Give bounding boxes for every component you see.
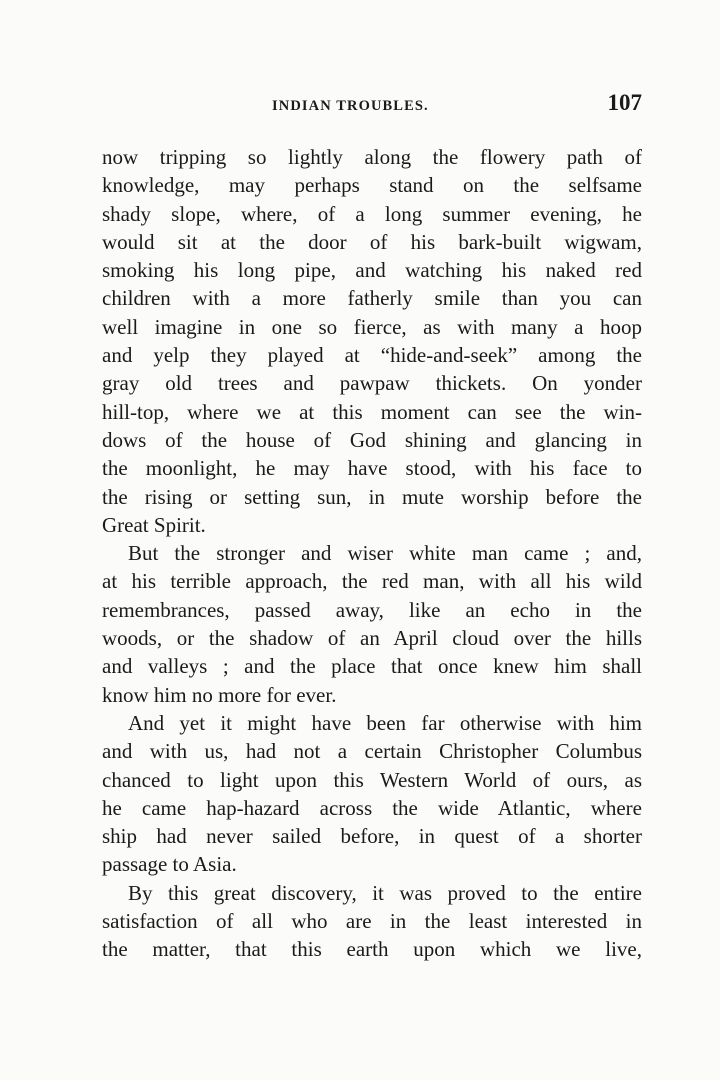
text-line: would sit at the door of his bark-built wigwam, — [102, 229, 642, 254]
text-line: children with a more fatherly smile than you can — [102, 286, 642, 311]
text-line: at his terrible approach, the red man, with all his wild — [102, 569, 642, 594]
text-line: know him no more for ever. — [102, 682, 337, 707]
text-line: remembrances, passed away, like an echo in the — [102, 597, 642, 622]
paragraph-start: And yet it might have been far otherwise with him — [128, 710, 642, 735]
text-line: shady slope, where, of a long summer evening, he — [102, 201, 642, 226]
text-line: he came hap-hazard across the wide Atlantic, where — [102, 795, 642, 820]
page-number: 107 — [607, 90, 642, 115]
body-text — [102, 143, 642, 964]
text-line: and with us, had not a certain Christopher Columbus — [102, 739, 642, 764]
text-line: woods, or the shadow of an April cloud over the hills — [102, 626, 642, 651]
text-line: knowledge, may perhaps stand on the selfsame — [102, 173, 642, 198]
text-line: smoking his long pipe, and watching his naked red — [102, 258, 642, 283]
text-line: and valleys ; and the place that once knew him shall — [102, 654, 642, 679]
text-line: the matter, that this earth upon which we live, — [102, 937, 642, 962]
running-head: INDIAN TROUBLES. — [272, 98, 429, 114]
text-line: chanced to light upon this Western World of ours, as — [102, 767, 642, 792]
text-line: now tripping so lightly along the flowery path of — [102, 145, 642, 169]
text-line: hill-top, where we at this moment can see the win- — [102, 399, 642, 424]
text-line: the rising or setting sun, in mute worship before the — [102, 484, 642, 509]
text-line: Great Spirit. — [102, 512, 206, 537]
text-line: dows of the house of God shining and glancing in — [102, 427, 642, 452]
paragraph-start: By this great discovery, it was proved to the entire — [128, 880, 642, 905]
text-line: ship had never sailed before, in quest of a shorter — [102, 824, 642, 849]
text-line: gray old trees and pawpaw thickets. On yonder — [102, 371, 642, 396]
text-line: the moonlight, he may have stood, with his face to — [102, 456, 642, 481]
text-line: and yelp they played at “hide-and-seek” among the — [102, 343, 642, 368]
paragraph-start: But the stronger and wiser white man came ; and, — [128, 541, 642, 566]
page-header — [102, 90, 642, 122]
text-line: well imagine in one so fierce, as with many a hoop — [102, 314, 642, 339]
text-line: satisfaction of all who are in the least interested in — [102, 909, 642, 934]
text-line: passage to Asia. — [102, 852, 237, 877]
